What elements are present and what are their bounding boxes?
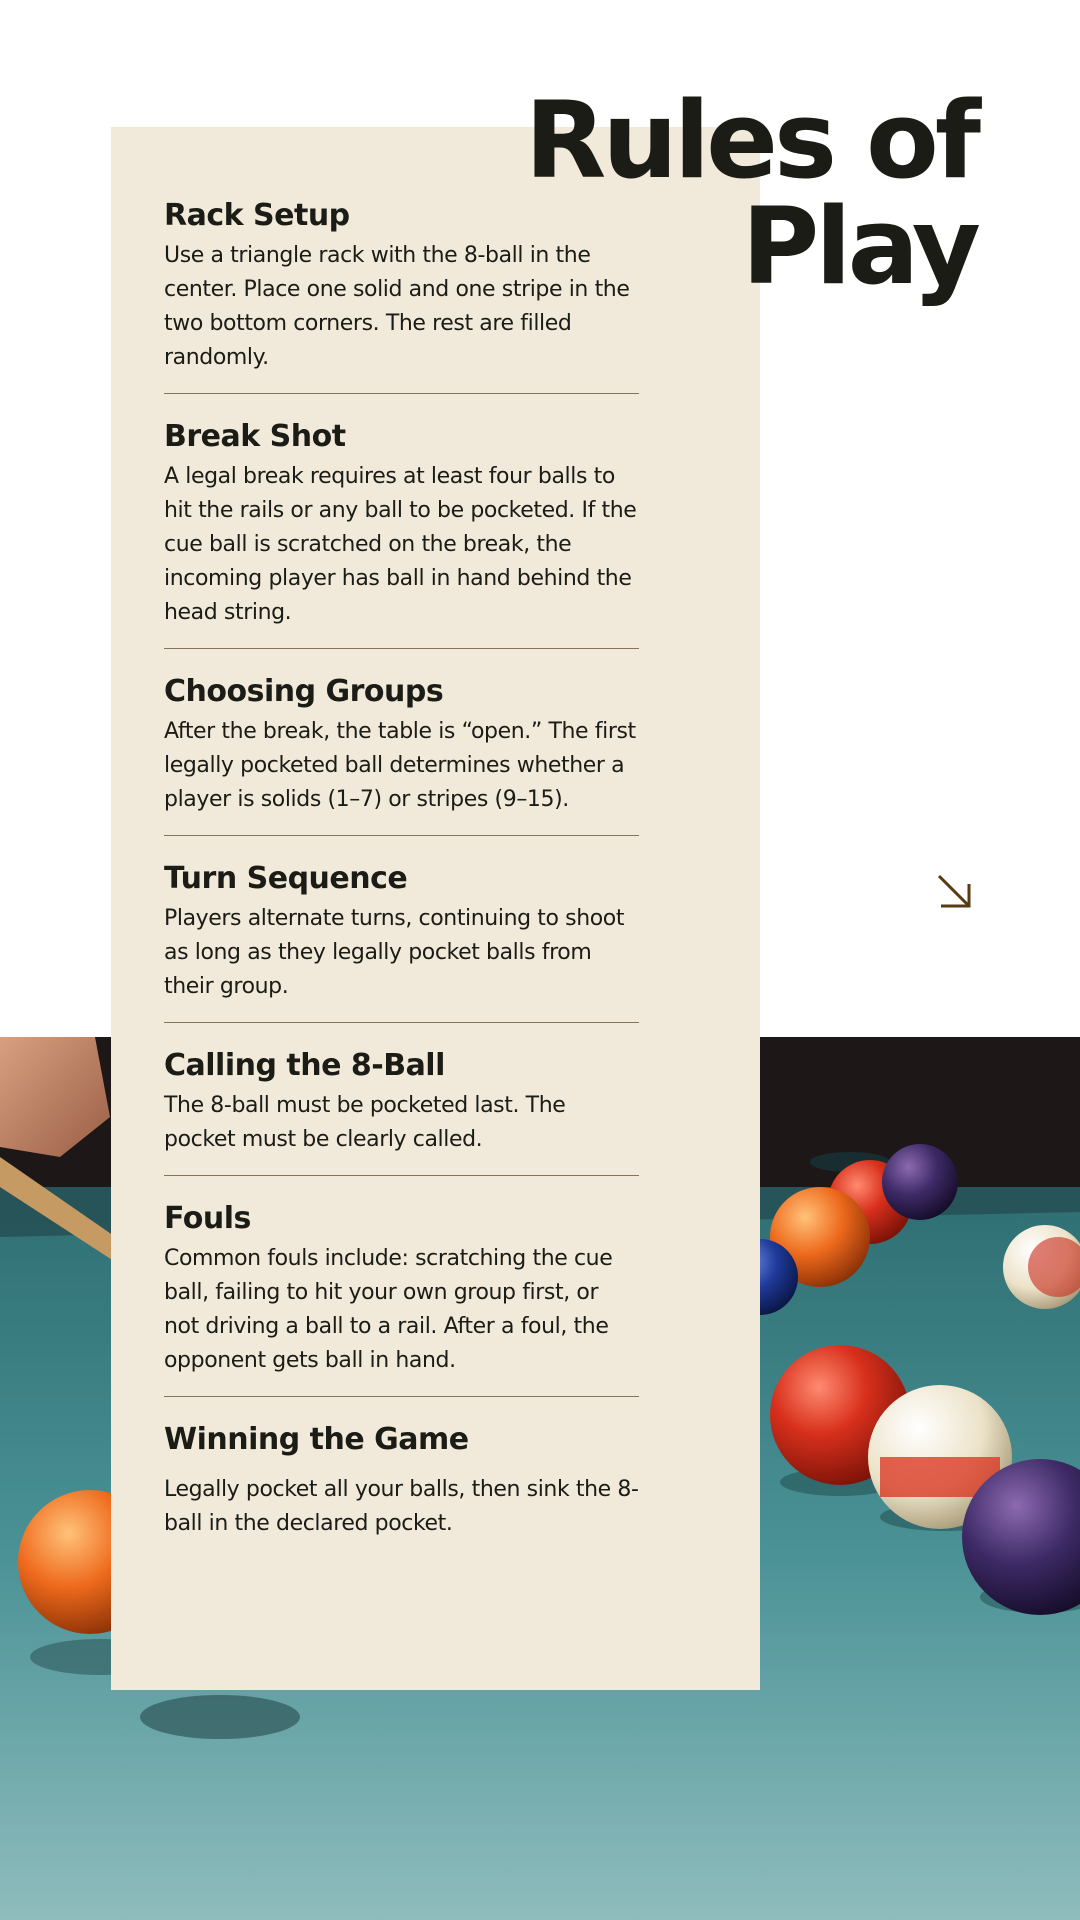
rule-heading: Winning the Game bbox=[164, 1422, 469, 1457]
rule-winning-game bbox=[164, 1419, 639, 1541]
rule-heading: Choosing Groups bbox=[164, 674, 444, 709]
rule-heading: Fouls bbox=[164, 1201, 251, 1236]
rule-divider bbox=[164, 835, 639, 836]
rules-panel bbox=[111, 127, 760, 1690]
rules-list bbox=[164, 195, 639, 1541]
rule-divider bbox=[164, 393, 639, 394]
title-line-1: Rules of bbox=[524, 79, 977, 202]
page-title bbox=[377, 79, 977, 308]
rule-divider bbox=[164, 648, 639, 649]
rule-divider bbox=[164, 1175, 639, 1176]
rule-text: The 8-ball must be pocketed last. The pocket must be clearly called. bbox=[164, 1093, 566, 1152]
rule-fouls bbox=[164, 1198, 639, 1397]
rule-calling-8-ball bbox=[164, 1045, 639, 1176]
rule-heading: Break Shot bbox=[164, 419, 346, 454]
rule-choosing-groups bbox=[164, 671, 639, 836]
rule-text: After the break, the table is “open.” The first legally pocketed ball determines whether a player is solids (1–7) or stripes (9–15). bbox=[164, 719, 636, 812]
rule-text: Players alternate turns, continuing to shoot as long as they legally pocket balls from their group. bbox=[164, 906, 625, 999]
rule-divider bbox=[164, 1396, 639, 1397]
rule-text: Use a triangle rack with the 8-ball in the center. Place one solid and one stripe in the two bottom corners. The rest are filled randomly. bbox=[164, 243, 630, 370]
title-line-2: Play bbox=[741, 185, 977, 308]
rule-heading: Turn Sequence bbox=[164, 861, 408, 896]
rule-divider bbox=[164, 1022, 639, 1023]
rule-text: Legally pocket all your balls, then sink the 8-ball in the declared pocket. bbox=[164, 1477, 639, 1536]
arrow-down-right-icon[interactable] bbox=[935, 872, 975, 912]
rule-turn-sequence bbox=[164, 858, 639, 1023]
rule-heading: Calling the 8-Ball bbox=[164, 1048, 445, 1083]
rule-text: A legal break requires at least four balls to hit the rails or any ball to be pocketed. If the cue ball is scratched on the break, the incoming player has ball in hand behind the head string. bbox=[164, 464, 637, 625]
rule-break-shot bbox=[164, 416, 639, 649]
rule-text: Common fouls include: scratching the cue ball, failing to hit your own group first, or not driving a ball to a rail. After a foul, the opponent gets ball in hand. bbox=[164, 1246, 613, 1373]
rule-heading: Rack Setup bbox=[164, 198, 350, 233]
